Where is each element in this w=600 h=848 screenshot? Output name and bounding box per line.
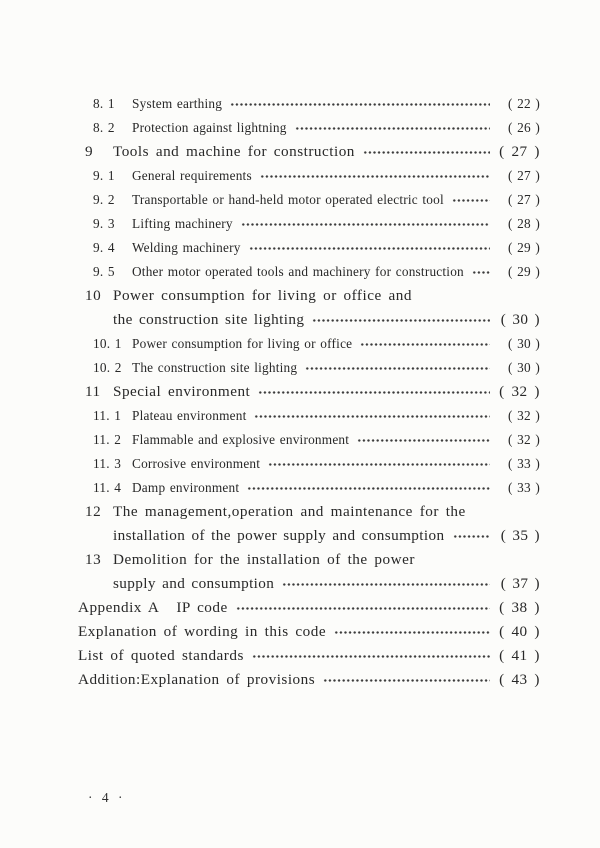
toc-entry-number: 10: [85, 287, 102, 304]
toc-entry-page: ( 30 ): [507, 336, 540, 351]
toc-entry-title: Other motor operated tools and machinery for construction: [132, 264, 464, 279]
toc-entry-page: ( 43 ): [499, 671, 540, 688]
toc-entry-number: 9. 5: [93, 264, 115, 279]
leader-dots: [363, 146, 490, 159]
toc-entry-page: ( 38 ): [499, 599, 540, 616]
toc-entry: [78, 92, 540, 116]
toc-entry-continuation: [78, 524, 540, 548]
leader-dots: [268, 458, 490, 471]
toc-entry: [78, 260, 540, 284]
toc-entry-number: 9. 3: [93, 216, 115, 231]
toc-entry-page: ( 22 ): [507, 96, 540, 111]
toc-entry-title: Special environment: [113, 383, 251, 400]
toc-entry-number: 11. 3: [93, 456, 122, 471]
toc-entry-number: 13: [85, 551, 102, 568]
leader-dots: [323, 674, 490, 687]
leader-dots: [472, 266, 490, 279]
toc-entry-page: ( 32 ): [507, 408, 540, 423]
toc-entry: [78, 428, 540, 452]
toc-entry-page: ( 29 ): [507, 264, 540, 279]
toc-entry-title: the construction site lighting: [113, 311, 305, 328]
toc-entry-title: IP code: [176, 599, 228, 616]
toc-entry: [78, 116, 540, 140]
toc-entry: [78, 332, 540, 356]
toc-entry-title: Transportable or hand-held motor operated electric tool: [132, 192, 444, 207]
toc-entry-page: ( 32 ): [499, 383, 540, 400]
toc-entry: [78, 548, 540, 572]
toc-entry-number: 11. 4: [93, 480, 122, 495]
toc-entry-title: supply and consumption: [113, 575, 275, 592]
toc-entry: [78, 500, 540, 524]
toc-entry: [78, 236, 540, 260]
leader-dots: [247, 482, 490, 495]
toc-entry-number: 11: [85, 383, 101, 400]
toc-entry-page: ( 41 ): [499, 647, 540, 664]
leader-dots: [241, 218, 490, 231]
toc-entry-number: 10. 1: [93, 336, 122, 351]
toc-entry-page: ( 27 ): [507, 168, 540, 183]
leader-dots: [312, 314, 490, 327]
toc-entry-number: 11. 1: [93, 408, 122, 423]
leader-dots: [360, 338, 490, 351]
toc-entry-number: 9: [85, 143, 94, 160]
leader-dots: [295, 122, 490, 135]
leader-dots: [260, 170, 490, 183]
toc-entry-title: Power consumption for living or office and: [113, 287, 412, 304]
leader-dots: [453, 530, 490, 543]
leader-dots: [236, 602, 490, 615]
toc-entry-title: Power consumption for living or office: [132, 336, 353, 351]
toc-entry-page: ( 30 ): [507, 360, 540, 375]
toc-entry-title: Flammable and explosive environment: [132, 432, 350, 447]
leader-dots: [254, 410, 490, 423]
toc-entry-page: ( 26 ): [507, 120, 540, 135]
toc-entry-title: Damp environment: [132, 480, 240, 495]
toc-entry: [78, 620, 540, 644]
toc-entry-number: 8. 2: [93, 120, 115, 135]
toc-entry-title: Explanation of wording in this code: [78, 623, 327, 640]
toc-entry-page: ( 27 ): [499, 143, 540, 160]
toc-entry: [78, 284, 540, 308]
toc-entry: [78, 356, 540, 380]
toc-entry: [78, 476, 540, 500]
toc-entry-title: The management,operation and maintenance for the: [113, 503, 466, 520]
leader-dots: [357, 434, 490, 447]
toc-entry-title: Corrosive environment: [132, 456, 261, 471]
toc-entry-page: ( 29 ): [507, 240, 540, 255]
toc-entry-page: ( 28 ): [507, 216, 540, 231]
toc-entry: [78, 404, 540, 428]
toc-entry-title: Demolition for the installation of the power: [113, 551, 415, 568]
toc-entry-number: 9. 2: [93, 192, 115, 207]
leader-dots: [230, 98, 490, 111]
toc-entry: [78, 668, 540, 692]
toc-entry-page: ( 35 ): [500, 527, 540, 544]
toc-entry: [78, 188, 540, 212]
leader-dots: [334, 626, 490, 639]
table-of-contents: [78, 92, 540, 692]
toc-entry-title: Plateau environment: [132, 408, 247, 423]
toc-entry: [78, 644, 540, 668]
toc-entry-number: 9. 1: [93, 168, 115, 183]
toc-entry-page: ( 37 ): [500, 575, 540, 592]
toc-entry-number: 10. 2: [93, 360, 122, 375]
toc-entry-title: The construction site lighting: [132, 360, 298, 375]
toc-entry-title: General requirements: [132, 168, 252, 183]
toc-entry-continuation: [78, 572, 540, 596]
toc-entry-number: Appendix A: [78, 599, 160, 616]
leader-dots: [305, 362, 490, 375]
leader-dots: [258, 386, 490, 399]
leader-dots: [282, 578, 490, 591]
toc-entry-number: 9. 4: [93, 240, 115, 255]
toc-entry-title: List of quoted standards: [78, 647, 244, 664]
toc-entry-page: ( 32 ): [507, 432, 540, 447]
toc-entry-page: ( 30 ): [500, 311, 540, 328]
toc-entry: [78, 380, 540, 404]
toc-entry-page: ( 33 ): [507, 480, 540, 495]
toc-entry-number: 11. 2: [93, 432, 122, 447]
toc-entry-title: System earthing: [132, 96, 223, 111]
toc-entry-page: ( 40 ): [499, 623, 540, 640]
toc-entry-page: ( 27 ): [507, 192, 540, 207]
toc-entry-title: installation of the power supply and consumption: [113, 527, 445, 544]
toc-entry-number: 12: [85, 503, 102, 520]
toc-entry: [78, 164, 540, 188]
page-number-footer: · 4 ·: [88, 790, 126, 805]
leader-dots: [252, 650, 490, 663]
leader-dots: [452, 194, 490, 207]
toc-entry-number: 8. 1: [93, 96, 115, 111]
toc-entry: [78, 140, 540, 164]
toc-entry-continuation: [78, 308, 540, 332]
toc-entry-title: Welding machinery: [132, 240, 241, 255]
toc-entry: [78, 452, 540, 476]
toc-entry: [78, 596, 540, 620]
toc-entry-title: Tools and machine for construction: [113, 143, 355, 160]
toc-entry: [78, 212, 540, 236]
toc-entry-title: Lifting machinery: [132, 216, 233, 231]
toc-entry-title: Addition:Explanation of provisions: [78, 671, 316, 688]
toc-entry-page: ( 33 ): [507, 456, 540, 471]
leader-dots: [249, 242, 490, 255]
toc-entry-title: Protection against lightning: [132, 120, 287, 135]
